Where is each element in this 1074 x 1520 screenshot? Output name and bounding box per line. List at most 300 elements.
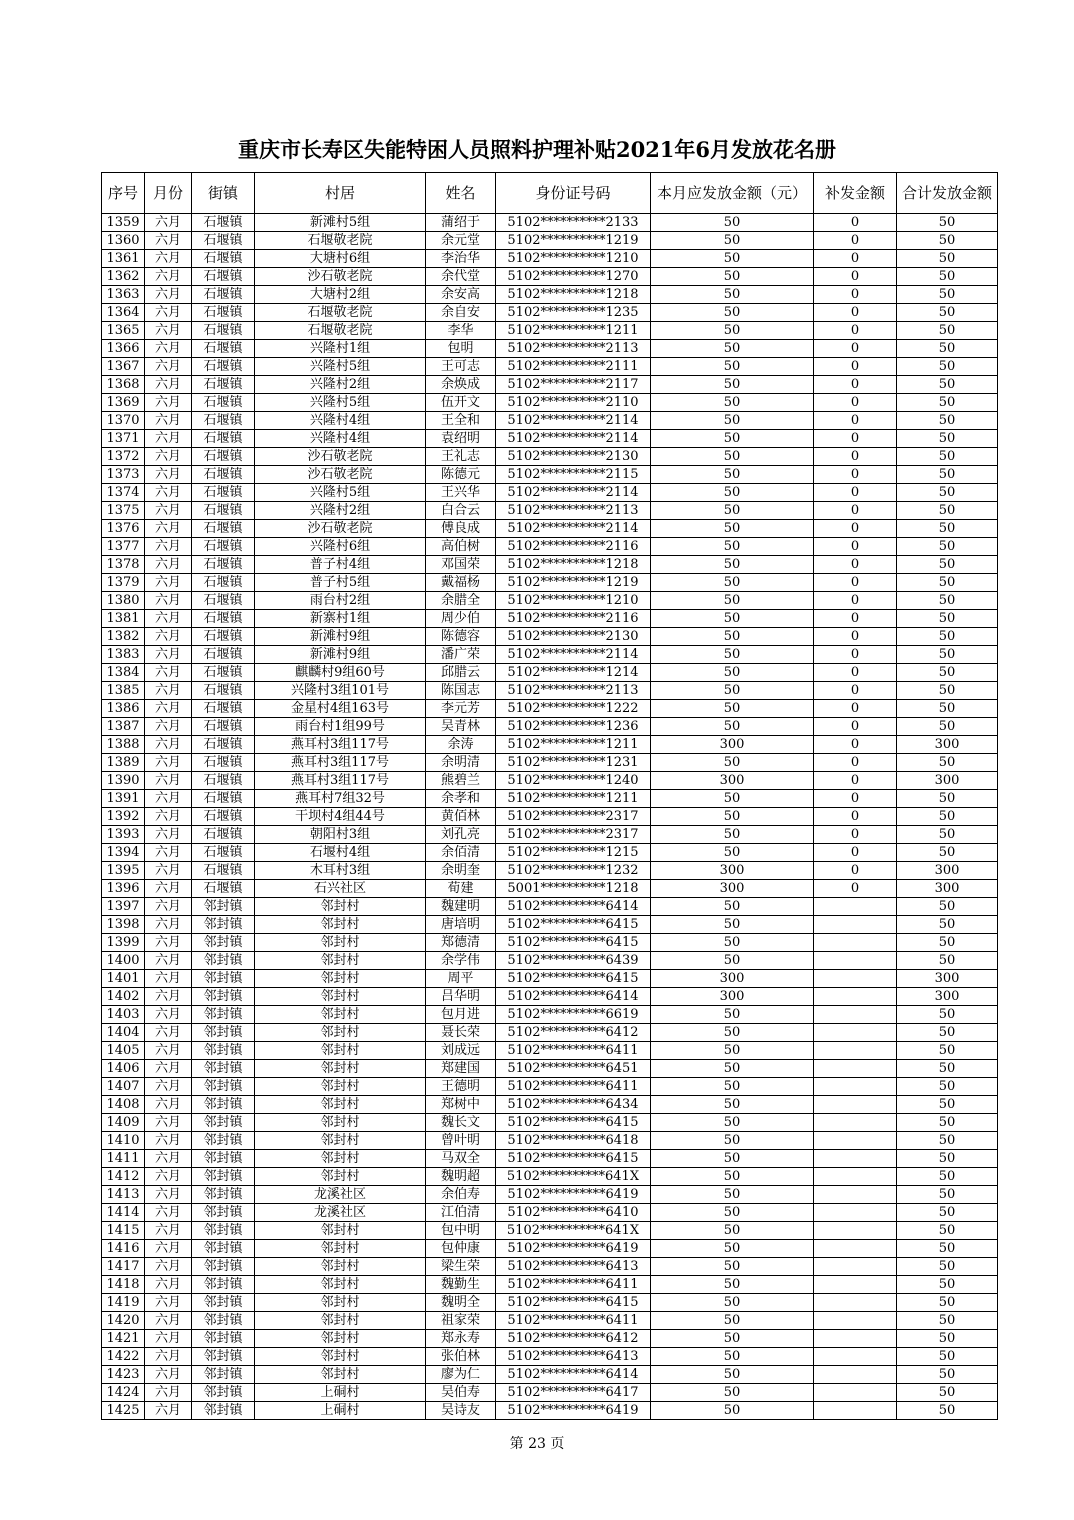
cell-village: 普子村4组 bbox=[255, 556, 426, 574]
table-row bbox=[102, 664, 998, 682]
cell-index: 1418 bbox=[102, 1276, 145, 1294]
table-row bbox=[102, 880, 998, 898]
cell-total-amount: 50 bbox=[897, 1060, 998, 1078]
cell-village: 雨台村2组 bbox=[255, 592, 426, 610]
cell-village: 兴隆村5组 bbox=[255, 358, 426, 376]
cell-id-number: 5102**********6411 bbox=[496, 1312, 651, 1330]
cell-village: 麒麟村9组60号 bbox=[255, 664, 426, 682]
cell-reissue-amount: 0 bbox=[814, 700, 897, 718]
cell-total-amount: 50 bbox=[897, 1402, 998, 1420]
cell-id-number: 5102**********6415 bbox=[496, 1150, 651, 1168]
cell-index: 1377 bbox=[102, 538, 145, 556]
cell-month: 六月 bbox=[145, 232, 192, 250]
table-row bbox=[102, 376, 998, 394]
cell-month: 六月 bbox=[145, 250, 192, 268]
cell-monthly-amount: 50 bbox=[651, 1330, 814, 1348]
cell-village: 邻封村 bbox=[255, 1060, 426, 1078]
cell-town: 石堰镇 bbox=[192, 358, 255, 376]
cell-name: 余安高 bbox=[426, 286, 496, 304]
cell-village: 木耳村3组 bbox=[255, 862, 426, 880]
cell-id-number: 5102**********641X bbox=[496, 1222, 651, 1240]
cell-name: 余佰清 bbox=[426, 844, 496, 862]
cell-id-number: 5102**********2113 bbox=[496, 502, 651, 520]
cell-month: 六月 bbox=[145, 1168, 192, 1186]
table-row bbox=[102, 340, 998, 358]
cell-town: 石堰镇 bbox=[192, 862, 255, 880]
cell-month: 六月 bbox=[145, 304, 192, 322]
cell-id-number: 5102**********2113 bbox=[496, 340, 651, 358]
table-row bbox=[102, 970, 998, 988]
cell-month: 六月 bbox=[145, 1024, 192, 1042]
cell-total-amount: 50 bbox=[897, 682, 998, 700]
cell-total-amount: 50 bbox=[897, 340, 998, 358]
table-row bbox=[102, 592, 998, 610]
cell-index: 1394 bbox=[102, 844, 145, 862]
cell-total-amount: 50 bbox=[897, 1258, 998, 1276]
cell-month: 六月 bbox=[145, 772, 192, 790]
cell-monthly-amount: 50 bbox=[651, 430, 814, 448]
cell-total-amount: 50 bbox=[897, 628, 998, 646]
cell-monthly-amount: 50 bbox=[651, 340, 814, 358]
cell-reissue-amount bbox=[814, 988, 897, 1006]
cell-town: 石堰镇 bbox=[192, 466, 255, 484]
cell-index: 1407 bbox=[102, 1078, 145, 1096]
table-row bbox=[102, 1186, 998, 1204]
cell-reissue-amount: 0 bbox=[814, 502, 897, 520]
table-row bbox=[102, 502, 998, 520]
cell-reissue-amount: 0 bbox=[814, 358, 897, 376]
cell-monthly-amount: 50 bbox=[651, 232, 814, 250]
cell-index: 1422 bbox=[102, 1348, 145, 1366]
cell-town: 石堰镇 bbox=[192, 340, 255, 358]
cell-id-number: 5102**********2114 bbox=[496, 412, 651, 430]
cell-id-number: 5102**********6415 bbox=[496, 970, 651, 988]
cell-id-number: 5102**********2113 bbox=[496, 682, 651, 700]
cell-name: 傅良成 bbox=[426, 520, 496, 538]
cell-village: 石堰敬老院 bbox=[255, 232, 426, 250]
cell-index: 1395 bbox=[102, 862, 145, 880]
cell-total-amount: 50 bbox=[897, 1096, 998, 1114]
cell-name: 余涛 bbox=[426, 736, 496, 754]
cell-village: 兴隆村6组 bbox=[255, 538, 426, 556]
cell-index: 1419 bbox=[102, 1294, 145, 1312]
cell-month: 六月 bbox=[145, 286, 192, 304]
cell-index: 1381 bbox=[102, 610, 145, 628]
cell-village: 沙石敬老院 bbox=[255, 466, 426, 484]
cell-monthly-amount: 50 bbox=[651, 646, 814, 664]
page-number: 第 23 页 bbox=[509, 1436, 565, 1452]
cell-id-number: 5102**********6415 bbox=[496, 1294, 651, 1312]
cell-village: 龙溪社区 bbox=[255, 1186, 426, 1204]
header-monthly-amount: 本月应发放金额（元） bbox=[651, 173, 814, 214]
cell-total-amount: 50 bbox=[897, 430, 998, 448]
cell-monthly-amount: 50 bbox=[651, 826, 814, 844]
cell-town: 邻封镇 bbox=[192, 1078, 255, 1096]
cell-town: 石堰镇 bbox=[192, 232, 255, 250]
cell-name: 吴伯寿 bbox=[426, 1384, 496, 1402]
cell-name: 包明 bbox=[426, 340, 496, 358]
cell-name: 陈德容 bbox=[426, 628, 496, 646]
cell-name: 余明清 bbox=[426, 754, 496, 772]
cell-id-number: 5102**********2317 bbox=[496, 808, 651, 826]
cell-month: 六月 bbox=[145, 754, 192, 772]
cell-town: 邻封镇 bbox=[192, 1150, 255, 1168]
cell-total-amount: 50 bbox=[897, 376, 998, 394]
cell-name: 黄佰林 bbox=[426, 808, 496, 826]
cell-village: 金星村4组163号 bbox=[255, 700, 426, 718]
cell-total-amount: 300 bbox=[897, 772, 998, 790]
cell-index: 1386 bbox=[102, 700, 145, 718]
table-row bbox=[102, 286, 998, 304]
cell-month: 六月 bbox=[145, 1294, 192, 1312]
cell-index: 1369 bbox=[102, 394, 145, 412]
cell-total-amount: 50 bbox=[897, 1006, 998, 1024]
header-town: 街镇 bbox=[192, 173, 255, 214]
cell-id-number: 5102**********2110 bbox=[496, 394, 651, 412]
cell-village: 大塘村6组 bbox=[255, 250, 426, 268]
cell-total-amount: 50 bbox=[897, 754, 998, 772]
cell-month: 六月 bbox=[145, 1330, 192, 1348]
cell-month: 六月 bbox=[145, 1006, 192, 1024]
cell-reissue-amount bbox=[814, 1078, 897, 1096]
cell-town: 邻封镇 bbox=[192, 1204, 255, 1222]
cell-monthly-amount: 50 bbox=[651, 790, 814, 808]
cell-name: 魏建明 bbox=[426, 898, 496, 916]
cell-village: 新滩村5组 bbox=[255, 214, 426, 232]
table-row bbox=[102, 268, 998, 286]
cell-index: 1391 bbox=[102, 790, 145, 808]
cell-index: 1374 bbox=[102, 484, 145, 502]
cell-town: 石堰镇 bbox=[192, 394, 255, 412]
cell-town: 邻封镇 bbox=[192, 952, 255, 970]
cell-month: 六月 bbox=[145, 970, 192, 988]
cell-index: 1411 bbox=[102, 1150, 145, 1168]
cell-reissue-amount bbox=[814, 1384, 897, 1402]
table-row bbox=[102, 448, 998, 466]
cell-name: 余学伟 bbox=[426, 952, 496, 970]
cell-village: 邻封村 bbox=[255, 898, 426, 916]
cell-id-number: 5102**********6419 bbox=[496, 1240, 651, 1258]
cell-town: 石堰镇 bbox=[192, 448, 255, 466]
cell-town: 邻封镇 bbox=[192, 934, 255, 952]
table-row bbox=[102, 610, 998, 628]
cell-reissue-amount: 0 bbox=[814, 376, 897, 394]
cell-town: 石堰镇 bbox=[192, 214, 255, 232]
cell-id-number: 5102**********2114 bbox=[496, 646, 651, 664]
cell-town: 石堰镇 bbox=[192, 628, 255, 646]
table-row bbox=[102, 1330, 998, 1348]
cell-reissue-amount: 0 bbox=[814, 304, 897, 322]
cell-monthly-amount: 300 bbox=[651, 736, 814, 754]
cell-index: 1402 bbox=[102, 988, 145, 1006]
cell-id-number: 5102**********1232 bbox=[496, 862, 651, 880]
cell-id-number: 5102**********2130 bbox=[496, 628, 651, 646]
cell-reissue-amount: 0 bbox=[814, 214, 897, 232]
cell-town: 邻封镇 bbox=[192, 1402, 255, 1420]
cell-town: 石堰镇 bbox=[192, 736, 255, 754]
cell-reissue-amount: 0 bbox=[814, 646, 897, 664]
cell-total-amount: 50 bbox=[897, 520, 998, 538]
cell-reissue-amount: 0 bbox=[814, 718, 897, 736]
cell-village: 雨台村1组99号 bbox=[255, 718, 426, 736]
cell-monthly-amount: 50 bbox=[651, 574, 814, 592]
cell-reissue-amount bbox=[814, 1096, 897, 1114]
table-row bbox=[102, 466, 998, 484]
cell-name: 陈国志 bbox=[426, 682, 496, 700]
table-row bbox=[102, 700, 998, 718]
cell-index: 1423 bbox=[102, 1366, 145, 1384]
cell-reissue-amount bbox=[814, 1024, 897, 1042]
cell-reissue-amount: 0 bbox=[814, 574, 897, 592]
cell-id-number: 5102**********6415 bbox=[496, 1114, 651, 1132]
cell-village: 石堰敬老院 bbox=[255, 304, 426, 322]
cell-reissue-amount bbox=[814, 1060, 897, 1078]
page-title: 重庆市长寿区失能特困人员照料护理补贴2021年6月发放花名册 bbox=[237, 137, 837, 162]
cell-reissue-amount bbox=[814, 1150, 897, 1168]
cell-month: 六月 bbox=[145, 358, 192, 376]
cell-month: 六月 bbox=[145, 988, 192, 1006]
cell-name: 王德明 bbox=[426, 1078, 496, 1096]
cell-reissue-amount: 0 bbox=[814, 862, 897, 880]
cell-town: 邻封镇 bbox=[192, 1114, 255, 1132]
cell-town: 石堰镇 bbox=[192, 412, 255, 430]
table-row bbox=[102, 1006, 998, 1024]
cell-town: 邻封镇 bbox=[192, 970, 255, 988]
cell-town: 邻封镇 bbox=[192, 1258, 255, 1276]
cell-id-number: 5102**********6412 bbox=[496, 1330, 651, 1348]
header-month: 月份 bbox=[145, 173, 192, 214]
cell-reissue-amount: 0 bbox=[814, 538, 897, 556]
table-row bbox=[102, 250, 998, 268]
cell-total-amount: 50 bbox=[897, 466, 998, 484]
cell-total-amount: 50 bbox=[897, 916, 998, 934]
cell-id-number: 5102**********2130 bbox=[496, 448, 651, 466]
cell-name: 余伯寿 bbox=[426, 1186, 496, 1204]
cell-reissue-amount: 0 bbox=[814, 808, 897, 826]
cell-monthly-amount: 50 bbox=[651, 592, 814, 610]
table-row bbox=[102, 1060, 998, 1078]
cell-reissue-amount: 0 bbox=[814, 448, 897, 466]
cell-name: 包仲康 bbox=[426, 1240, 496, 1258]
cell-index: 1376 bbox=[102, 520, 145, 538]
cell-reissue-amount: 0 bbox=[814, 322, 897, 340]
cell-name: 余自安 bbox=[426, 304, 496, 322]
cell-monthly-amount: 50 bbox=[651, 394, 814, 412]
cell-village: 兴隆村4组 bbox=[255, 430, 426, 448]
cell-total-amount: 50 bbox=[897, 1132, 998, 1150]
cell-monthly-amount: 50 bbox=[651, 358, 814, 376]
cell-reissue-amount: 0 bbox=[814, 430, 897, 448]
cell-reissue-amount bbox=[814, 1132, 897, 1150]
cell-index: 1389 bbox=[102, 754, 145, 772]
cell-month: 六月 bbox=[145, 1096, 192, 1114]
cell-reissue-amount bbox=[814, 1258, 897, 1276]
cell-total-amount: 50 bbox=[897, 1186, 998, 1204]
table-row bbox=[102, 1294, 998, 1312]
cell-village: 邻封村 bbox=[255, 1330, 426, 1348]
cell-name: 马双全 bbox=[426, 1150, 496, 1168]
cell-id-number: 5102**********1222 bbox=[496, 700, 651, 718]
cell-town: 邻封镇 bbox=[192, 988, 255, 1006]
cell-monthly-amount: 50 bbox=[651, 1078, 814, 1096]
cell-monthly-amount: 50 bbox=[651, 1024, 814, 1042]
table-row bbox=[102, 538, 998, 556]
cell-index: 1401 bbox=[102, 970, 145, 988]
cell-monthly-amount: 50 bbox=[651, 1384, 814, 1402]
cell-name: 余孝和 bbox=[426, 790, 496, 808]
cell-name: 熊碧兰 bbox=[426, 772, 496, 790]
cell-village: 沙石敬老院 bbox=[255, 520, 426, 538]
cell-reissue-amount: 0 bbox=[814, 520, 897, 538]
cell-id-number: 5102**********6619 bbox=[496, 1006, 651, 1024]
cell-total-amount: 50 bbox=[897, 1312, 998, 1330]
cell-name: 蒲绍于 bbox=[426, 214, 496, 232]
cell-total-amount: 50 bbox=[897, 1276, 998, 1294]
cell-index: 1424 bbox=[102, 1384, 145, 1402]
cell-monthly-amount: 50 bbox=[651, 556, 814, 574]
cell-reissue-amount bbox=[814, 1330, 897, 1348]
cell-name: 聂长荣 bbox=[426, 1024, 496, 1042]
cell-id-number: 5102**********1210 bbox=[496, 592, 651, 610]
cell-month: 六月 bbox=[145, 322, 192, 340]
cell-village: 新滩村9组 bbox=[255, 646, 426, 664]
cell-index: 1363 bbox=[102, 286, 145, 304]
table-row bbox=[102, 1276, 998, 1294]
cell-monthly-amount: 50 bbox=[651, 1114, 814, 1132]
cell-village: 石兴社区 bbox=[255, 880, 426, 898]
cell-month: 六月 bbox=[145, 664, 192, 682]
cell-id-number: 5102**********2117 bbox=[496, 376, 651, 394]
cell-village: 邻封村 bbox=[255, 1222, 426, 1240]
table-row bbox=[102, 1384, 998, 1402]
cell-reissue-amount bbox=[814, 898, 897, 916]
cell-monthly-amount: 50 bbox=[651, 1150, 814, 1168]
cell-reissue-amount bbox=[814, 1168, 897, 1186]
cell-id-number: 5102**********1219 bbox=[496, 232, 651, 250]
cell-name: 郑永寿 bbox=[426, 1330, 496, 1348]
table-row bbox=[102, 934, 998, 952]
cell-town: 石堰镇 bbox=[192, 664, 255, 682]
cell-name: 魏勤生 bbox=[426, 1276, 496, 1294]
cell-monthly-amount: 50 bbox=[651, 1006, 814, 1024]
table-row bbox=[102, 1402, 998, 1420]
table-row bbox=[102, 808, 998, 826]
cell-total-amount: 50 bbox=[897, 790, 998, 808]
table-row bbox=[102, 1168, 998, 1186]
table-row bbox=[102, 862, 998, 880]
table-row bbox=[102, 1240, 998, 1258]
cell-total-amount: 50 bbox=[897, 1222, 998, 1240]
cell-town: 石堰镇 bbox=[192, 682, 255, 700]
cell-total-amount: 50 bbox=[897, 1024, 998, 1042]
cell-name: 余元堂 bbox=[426, 232, 496, 250]
table-row bbox=[102, 1114, 998, 1132]
cell-id-number: 5102**********2114 bbox=[496, 520, 651, 538]
cell-total-amount: 50 bbox=[897, 952, 998, 970]
cell-monthly-amount: 300 bbox=[651, 862, 814, 880]
cell-index: 1375 bbox=[102, 502, 145, 520]
cell-reissue-amount: 0 bbox=[814, 628, 897, 646]
cell-reissue-amount bbox=[814, 1366, 897, 1384]
cell-monthly-amount: 300 bbox=[651, 880, 814, 898]
table-body bbox=[102, 214, 998, 1420]
table-row bbox=[102, 574, 998, 592]
table-header-row bbox=[102, 173, 998, 214]
cell-town: 石堰镇 bbox=[192, 610, 255, 628]
cell-name: 廖为仁 bbox=[426, 1366, 496, 1384]
cell-monthly-amount: 50 bbox=[651, 1204, 814, 1222]
cell-monthly-amount: 50 bbox=[651, 520, 814, 538]
cell-index: 1384 bbox=[102, 664, 145, 682]
cell-reissue-amount: 0 bbox=[814, 754, 897, 772]
cell-town: 邻封镇 bbox=[192, 1294, 255, 1312]
cell-town: 邻封镇 bbox=[192, 1024, 255, 1042]
cell-index: 1365 bbox=[102, 322, 145, 340]
cell-village: 兴隆村2组 bbox=[255, 502, 426, 520]
cell-id-number: 5102**********2115 bbox=[496, 466, 651, 484]
cell-name: 荀建 bbox=[426, 880, 496, 898]
cell-id-number: 5102**********6411 bbox=[496, 1276, 651, 1294]
cell-monthly-amount: 50 bbox=[651, 1240, 814, 1258]
cell-month: 六月 bbox=[145, 1186, 192, 1204]
cell-reissue-amount bbox=[814, 1348, 897, 1366]
cell-month: 六月 bbox=[145, 1222, 192, 1240]
cell-monthly-amount: 50 bbox=[651, 1366, 814, 1384]
cell-month: 六月 bbox=[145, 502, 192, 520]
cell-monthly-amount: 50 bbox=[651, 538, 814, 556]
cell-id-number: 5102**********1218 bbox=[496, 286, 651, 304]
cell-id-number: 5102**********1270 bbox=[496, 268, 651, 286]
table-row bbox=[102, 1204, 998, 1222]
cell-month: 六月 bbox=[145, 880, 192, 898]
cell-total-amount: 50 bbox=[897, 646, 998, 664]
cell-total-amount: 50 bbox=[897, 826, 998, 844]
cell-total-amount: 50 bbox=[897, 1348, 998, 1366]
cell-name: 伍开文 bbox=[426, 394, 496, 412]
cell-village: 沙石敬老院 bbox=[255, 448, 426, 466]
cell-town: 石堰镇 bbox=[192, 502, 255, 520]
cell-index: 1371 bbox=[102, 430, 145, 448]
cell-index: 1385 bbox=[102, 682, 145, 700]
cell-village: 邻封村 bbox=[255, 1348, 426, 1366]
cell-name: 包中明 bbox=[426, 1222, 496, 1240]
cell-monthly-amount: 50 bbox=[651, 322, 814, 340]
cell-id-number: 5102**********6415 bbox=[496, 916, 651, 934]
table-row bbox=[102, 682, 998, 700]
cell-index: 1417 bbox=[102, 1258, 145, 1276]
cell-reissue-amount: 0 bbox=[814, 466, 897, 484]
header-index: 序号 bbox=[102, 173, 145, 214]
cell-total-amount: 50 bbox=[897, 1384, 998, 1402]
cell-id-number: 5102**********6411 bbox=[496, 1042, 651, 1060]
cell-month: 六月 bbox=[145, 1114, 192, 1132]
cell-index: 1361 bbox=[102, 250, 145, 268]
cell-month: 六月 bbox=[145, 610, 192, 628]
cell-reissue-amount: 0 bbox=[814, 592, 897, 610]
cell-monthly-amount: 50 bbox=[651, 448, 814, 466]
cell-total-amount: 50 bbox=[897, 664, 998, 682]
roster-table bbox=[101, 172, 998, 1420]
cell-name: 李华 bbox=[426, 322, 496, 340]
cell-id-number: 5102**********1240 bbox=[496, 772, 651, 790]
cell-village: 上硐村 bbox=[255, 1402, 426, 1420]
cell-total-amount: 50 bbox=[897, 1366, 998, 1384]
cell-total-amount: 50 bbox=[897, 718, 998, 736]
cell-town: 邻封镇 bbox=[192, 1168, 255, 1186]
cell-month: 六月 bbox=[145, 466, 192, 484]
cell-town: 邻封镇 bbox=[192, 1240, 255, 1258]
cell-village: 兴隆村2组 bbox=[255, 376, 426, 394]
